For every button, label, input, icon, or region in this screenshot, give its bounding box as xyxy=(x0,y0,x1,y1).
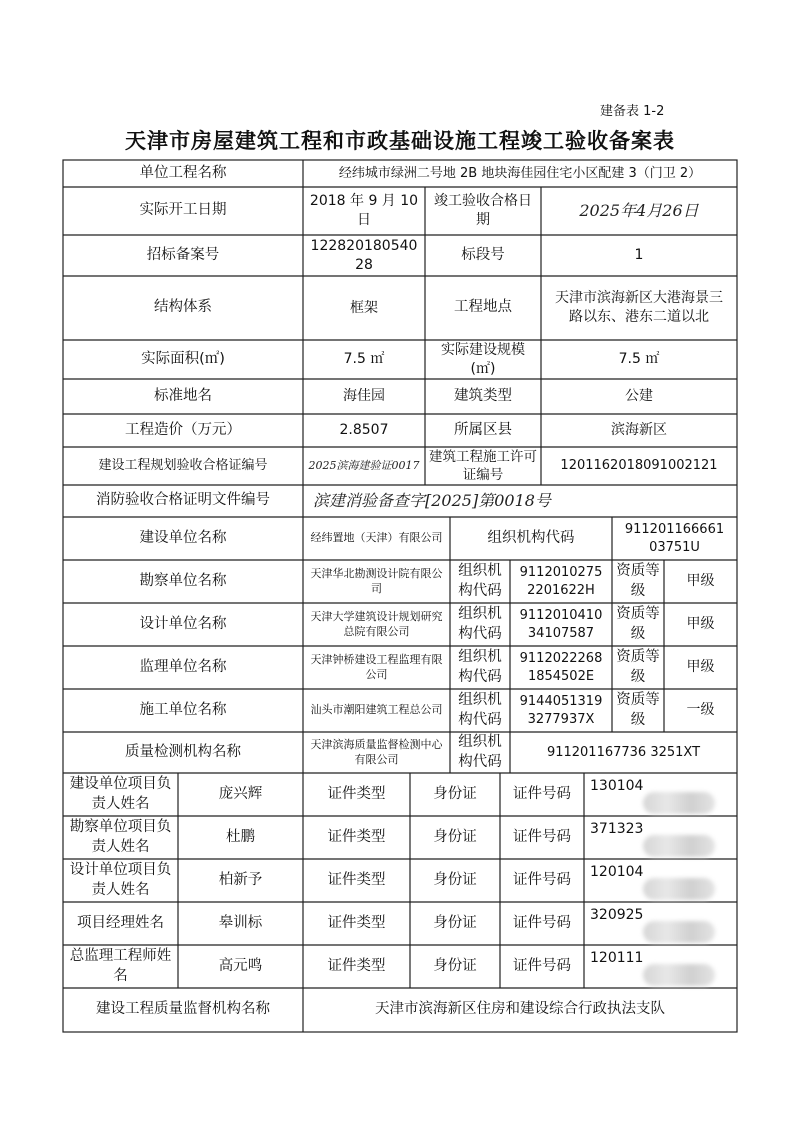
district-label: 所属区县 xyxy=(454,421,512,438)
unit-name: 天津钟桥建设工程监理有限公司 xyxy=(310,652,443,681)
id-no-label: 证件号码 xyxy=(513,871,571,888)
unit-project-name-value: 经纬城市绿洲二号地 2B 地块海佳园住宅小区配建 3（门卫 2） xyxy=(338,165,702,181)
supervision-label: 建设工程质量监督机构名称 xyxy=(96,1001,270,1018)
id-type-value: 身份证 xyxy=(433,871,477,888)
tender-no-value: 122820180540 28 xyxy=(310,237,418,273)
unit-label: 设计单位名称 xyxy=(139,615,227,632)
builder-value: 经纬置地（天津）有限公司 xyxy=(310,531,443,545)
planning-cert-value: 2025滨海建验证0017 xyxy=(308,458,420,472)
qual-value: 甲级 xyxy=(686,659,715,676)
actual-area-value: 7.5 ㎡ xyxy=(343,351,385,368)
org-code-value: 9112022268 1854502E xyxy=(519,650,603,684)
unit-label: 监理单位名称 xyxy=(139,658,227,675)
unit-name: 天津大学建筑设计规划研究总院有限公司 xyxy=(310,609,443,638)
builder-org-code-label: 组织机构代码 xyxy=(487,529,575,546)
org-code-label: 组织机构代码 xyxy=(458,605,502,642)
construction-permit-label: 建筑工程施工许可证编号 xyxy=(429,448,537,483)
cost-label: 工程造价（万元） xyxy=(125,421,241,438)
qual-value: 甲级 xyxy=(686,573,715,590)
qual-value: 甲级 xyxy=(686,616,715,633)
qual-label: 资质等级 xyxy=(616,562,660,599)
id-no-label: 证件号码 xyxy=(513,785,571,802)
person-role: 总监理工程师姓名 xyxy=(69,947,172,984)
qual-value: 一级 xyxy=(686,702,715,719)
redaction-blur xyxy=(643,964,715,986)
page-title: 天津市房屋建筑工程和市政基础设施工程竣工验收备案表 xyxy=(125,129,675,153)
qual-label: 资质等级 xyxy=(616,648,660,685)
construction-permit-value: 1201162018091002121 xyxy=(560,458,718,474)
unit-label: 施工单位名称 xyxy=(139,701,227,718)
qc-label: 质量检测机构名称 xyxy=(125,743,241,760)
org-code-value: 9112010275 2201622H xyxy=(519,564,603,598)
unit-label: 勘察单位名称 xyxy=(139,572,227,589)
fire-cert-label: 消防验收合格证明文件编号 xyxy=(96,492,270,509)
id-no-value: 371323 xyxy=(590,821,644,838)
acceptance-date-value: 2025年4月26日 xyxy=(579,201,699,221)
builder-org-code-value: 911201166661 03751U xyxy=(624,521,725,555)
id-type-value: 身份证 xyxy=(433,828,477,845)
id-type-value: 身份证 xyxy=(433,914,477,931)
org-code-label: 组织机构代码 xyxy=(458,562,502,599)
id-type-label: 证件类型 xyxy=(327,914,386,931)
person-name: 杜鹏 xyxy=(226,828,255,845)
org-code-value: 9112010410 34107587 xyxy=(519,607,603,641)
person-name: 皋训标 xyxy=(218,914,263,931)
qual-label: 资质等级 xyxy=(616,691,660,728)
start-date-value: 2018 年 9 月 10 日 xyxy=(309,193,419,228)
actual-area-label: 实际面积(㎡) xyxy=(141,350,225,367)
redaction-blur xyxy=(643,921,715,943)
unit-project-name-label: 单位工程名称 xyxy=(139,164,227,181)
person-role: 设计单位项目负责人姓名 xyxy=(69,861,172,898)
start-date-label: 实际开工日期 xyxy=(139,202,227,219)
person-role: 建设单位项目负责人姓名 xyxy=(69,775,172,812)
redaction-blur xyxy=(643,792,715,814)
tender-no-label: 招标备案号 xyxy=(146,246,220,263)
qc-name: 天津滨海质量监督检测中心有限公司 xyxy=(310,737,443,766)
qc-org-code-value: 911201167736 3251XT xyxy=(546,744,701,760)
id-no-value: 130104 xyxy=(590,778,644,795)
org-code-label: 组织机构代码 xyxy=(458,733,502,770)
standard-name-value: 海佳园 xyxy=(343,388,385,405)
section-no-value: 1 xyxy=(634,247,644,264)
building-type-label: 建筑类型 xyxy=(454,387,512,404)
actual-scale-value: 7.5 ㎡ xyxy=(618,351,660,368)
id-type-value: 身份证 xyxy=(433,957,477,974)
person-name: 高元鸣 xyxy=(218,957,263,974)
unit-name: 天津华北勘测设计院有限公司 xyxy=(310,566,443,595)
id-no-label: 证件号码 xyxy=(513,957,571,974)
id-no-label: 证件号码 xyxy=(513,914,571,931)
person-role: 项目经理姓名 xyxy=(77,914,164,931)
section-no-label: 标段号 xyxy=(461,246,505,263)
redaction-blur xyxy=(643,835,715,857)
standard-name-label: 标准地名 xyxy=(154,387,212,404)
acceptance-date-label: 竣工验收合格日期 xyxy=(434,193,532,228)
actual-scale-label: 实际建设规模(㎡) xyxy=(441,341,525,377)
org-code-value: 9144051319 3277937X xyxy=(519,693,603,727)
location-value: 天津市滨海新区大港海景三路以东、港东二道以北 xyxy=(555,290,723,325)
form-number: 建备表 1-2 xyxy=(600,104,665,119)
id-no-value: 120111 xyxy=(590,950,644,967)
builder-label: 建设单位名称 xyxy=(139,529,227,546)
id-no-label: 证件号码 xyxy=(513,828,571,845)
structure-label: 结构体系 xyxy=(154,299,212,316)
id-type-value: 身份证 xyxy=(433,785,477,802)
qual-label: 资质等级 xyxy=(616,605,660,642)
fire-cert-value: 滨建消验备查字[2025]第0018号 xyxy=(313,491,551,511)
org-code-label: 组织机构代码 xyxy=(458,648,502,685)
person-role: 勘察单位项目负责人姓名 xyxy=(69,818,172,855)
id-type-label: 证件类型 xyxy=(327,957,386,974)
redaction-blur xyxy=(643,878,715,900)
org-code-label: 组织机构代码 xyxy=(458,691,502,728)
id-type-label: 证件类型 xyxy=(327,785,386,802)
building-type-value: 公建 xyxy=(625,388,653,405)
supervision-value: 天津市滨海新区住房和建设综合行政执法支队 xyxy=(375,1001,665,1018)
id-type-label: 证件类型 xyxy=(327,828,386,845)
location-label: 工程地点 xyxy=(454,299,512,316)
id-type-label: 证件类型 xyxy=(327,871,386,888)
structure-value: 框架 xyxy=(350,299,378,316)
unit-name: 汕头市潮阳建筑工程总公司 xyxy=(310,703,443,717)
district-value: 滨海新区 xyxy=(611,422,667,439)
person-name: 庞兴辉 xyxy=(218,785,263,802)
planning-cert-label: 建设工程规划验收合格证编号 xyxy=(98,458,268,474)
cost-value: 2.8507 xyxy=(339,422,389,439)
id-no-value: 120104 xyxy=(590,864,644,881)
person-name: 柏新予 xyxy=(218,871,263,888)
id-no-value: 320925 xyxy=(590,907,644,924)
